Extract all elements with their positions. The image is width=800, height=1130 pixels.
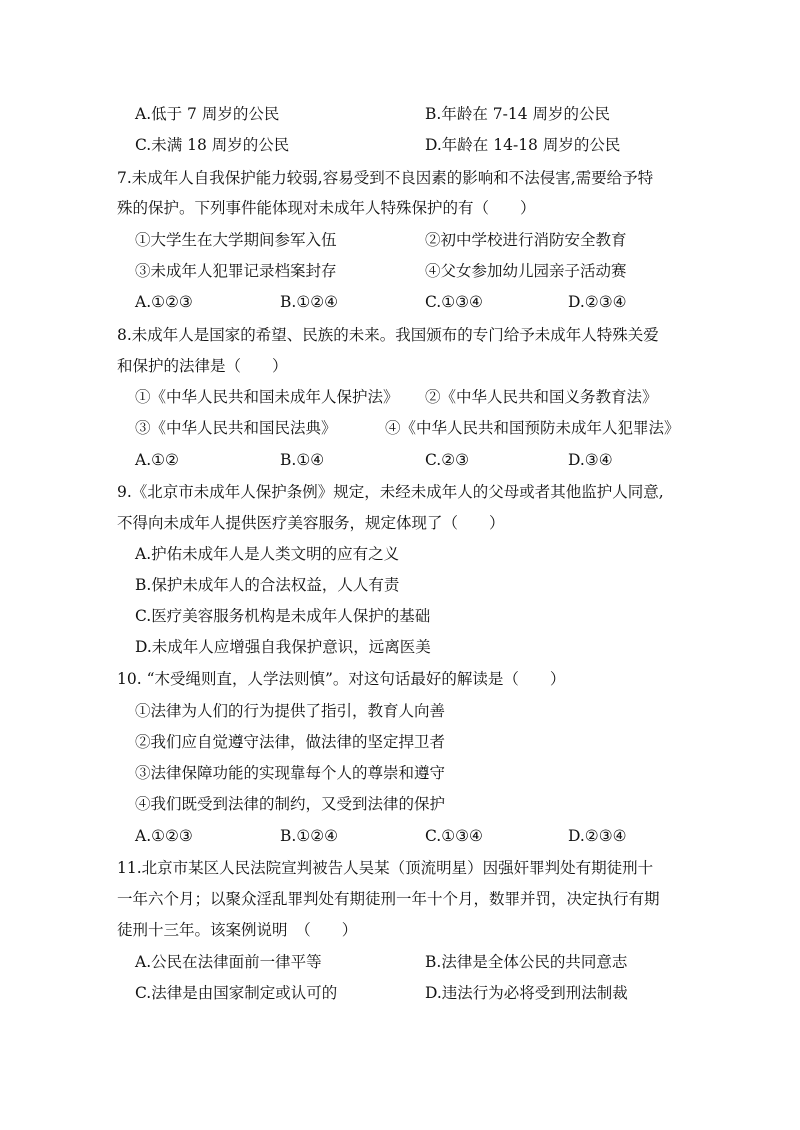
q8-stem-line1: 8.未成年人是国家的希望、民族的未来。我国颁布的专门给予未成年人特殊关爱 — [117, 326, 659, 344]
q7-option-b: B.①②④ — [280, 293, 339, 311]
q8-option-c: C.②③ — [425, 451, 470, 469]
q10-stem: 10. “木受绳则直，人学法则慎”。对这句话最好的解读是（ ） — [117, 670, 566, 688]
q8-option-d: D.③④ — [568, 451, 613, 469]
q8-stem-line2: 和保护的法律是（ ） — [117, 357, 288, 375]
q8-item-4: ④《中华人民共和国预防未成年人犯罪法》 — [385, 419, 680, 437]
q7-option-d: D.②③④ — [568, 293, 627, 311]
q11-option-d: D.违法行为必将受到刑法制裁 — [425, 984, 628, 1002]
q11-stem-line2: 一年六个月；以聚众淫乱罪判处有期徒刑一年十个月，数罪并罚，决定执行有期 — [117, 890, 660, 908]
q10-item-1: ①法律为人们的行为提供了指引，教育人向善 — [135, 702, 446, 720]
q7-item-2: ②初中学校进行消防安全教育 — [425, 231, 627, 249]
q9-stem-line1: 9.《北京市未成年人保护条例》规定，未经未成年人的父母或者其他监护人同意, — [117, 483, 664, 501]
q10-option-b: B.①②④ — [280, 827, 339, 845]
q6-option-a: A.低于 7 周岁的公民 — [135, 105, 280, 123]
q7-stem-line1: 7.未成年人自我保护能力较弱,容易受到不良因素的影响和不法侵害,需要给予特 — [117, 169, 654, 187]
q6-option-b: B.年龄在 7-14 周岁的公民 — [425, 105, 610, 123]
q9-option-b: B.保护未成年人的合法权益，人人有责 — [135, 576, 400, 594]
q11-stem-line1: 11.北京市某区人民法院宣判被告人吴某（顶流明星）因强奸罪判处有期徒刑十 — [117, 859, 654, 877]
q9-option-a: A.护佑未成年人是人类文明的应有之义 — [135, 545, 400, 563]
q9-option-c: C.医疗美容服务机构是未成年人保护的基础 — [135, 607, 431, 625]
q11-option-a: A.公民在法律面前一律平等 — [135, 953, 322, 971]
q8-item-1: ①《中华人民共和国未成年人保护法》 — [135, 388, 399, 406]
q8-option-a: A.①② — [135, 451, 179, 469]
q7-item-1: ①大学生在大学期间参军入伍 — [135, 231, 337, 249]
q6-option-c: C.未满 18 周岁的公民 — [135, 136, 290, 154]
q7-item-4: ④父女参加幼儿园亲子活动赛 — [425, 262, 627, 280]
q7-item-3: ③未成年人犯罪记录档案封存 — [135, 262, 337, 280]
q8-item-2: ②《中华人民共和国义务教育法》 — [425, 388, 658, 406]
q10-item-4: ④我们既受到法律的制约，又受到法律的保护 — [135, 795, 446, 813]
q10-item-2: ②我们应自觉遵守法律，做法律的坚定捍卫者 — [135, 733, 446, 751]
q8-item-3: ③《中华人民共和国民法典》 — [135, 419, 337, 437]
q10-option-a: A.①②③ — [135, 827, 193, 845]
q10-item-3: ③法律保障功能的实现靠每个人的尊崇和遵守 — [135, 764, 446, 782]
q11-option-c: C.法律是由国家制定或认可的 — [135, 984, 338, 1002]
q10-option-c: C.①③④ — [425, 827, 483, 845]
q10-option-d: D.②③④ — [568, 827, 627, 845]
q6-option-d: D.年龄在 14-18 周岁的公民 — [425, 136, 621, 154]
q7-option-a: A.①②③ — [135, 293, 193, 311]
q8-option-b: B.①④ — [280, 451, 325, 469]
q9-stem-line2: 不得向未成年人提供医疗美容服务，规定体现了（ ） — [117, 514, 505, 532]
q9-option-d: D.未成年人应增强自我保护意识，远离医美 — [135, 638, 431, 656]
q7-option-c: C.①③④ — [425, 293, 483, 311]
q11-option-b: B.法律是全体公民的共同意志 — [425, 953, 628, 971]
q11-stem-line3: 徒刑十三年。该案例说明 （ ） — [117, 921, 358, 939]
q7-stem-line2: 殊的保护。下列事件能体现对未成年人特殊保护的有（ ） — [117, 199, 536, 217]
